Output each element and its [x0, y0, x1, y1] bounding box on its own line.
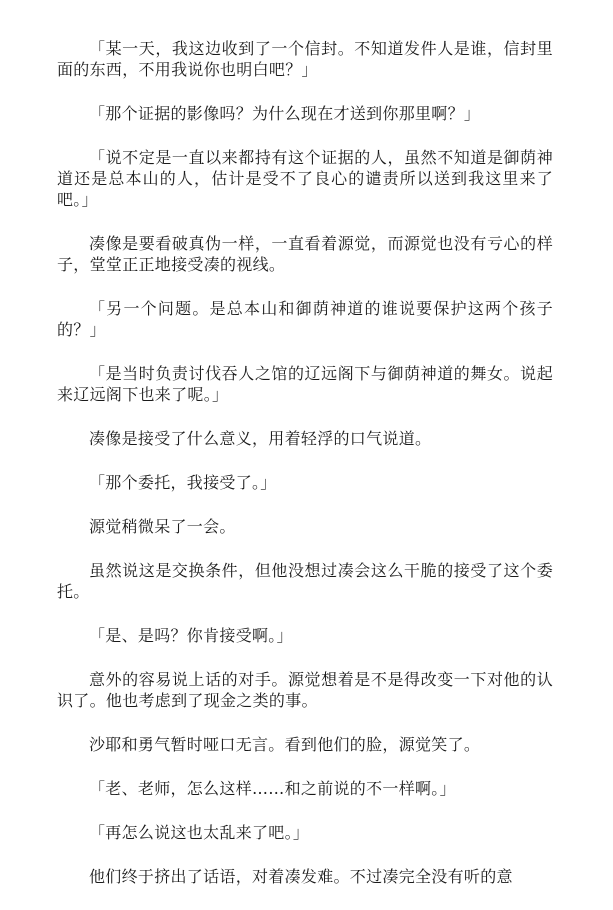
paragraph: 沙耶和勇气暂时哑口无言。看到他们的脸，源觉笑了。: [89, 735, 481, 754]
paragraph: 「是当时负责讨伐吞人之馆的辽远阁下与御荫神道的舞女。说起来辽远阁下也来了呢。」: [57, 364, 553, 404]
paragraph: 「那个委托，我接受了。」: [89, 473, 277, 492]
paragraph: 「是、是吗？你肯接受啊。」: [89, 626, 293, 645]
paragraph: 「那个证据的影像吗？为什么现在才送到你那里啊？」: [89, 104, 481, 123]
paragraph: 「另一个问题。是总本山和御荫神道的谁说要保护这两个孩子的？」: [57, 299, 553, 339]
paragraph: 凑像是接受了什么意义，用着轻浮的口气说道。: [89, 429, 432, 448]
paragraph: 「某一天，我这边收到了一个信封。不知道发件人是谁，信封里面的东西，不用我说你也明白吧？」: [57, 39, 553, 79]
paragraph: 他们终于挤出了话语，对着凑发难。不过凑完全没有听的意: [89, 867, 513, 886]
paragraph: 凑像是要看破真伪一样，一直看着源觉，而源觉也没有亏心的样子，堂堂正正地接受凑的视线。: [57, 234, 553, 274]
paragraph: 源觉稍微呆了一会。: [89, 517, 236, 536]
paragraph: 虽然说这是交换条件，但他没想过凑会这么干脆的接受了这个委托。: [57, 561, 553, 601]
paragraph: 「老、老师，怎么这样……和之前说的不一样啊。」: [89, 779, 456, 798]
paragraph: 「再怎么说这也太乱来了吧。」: [89, 823, 310, 842]
document-page: [57, 38, 553, 910]
paragraph: 「说不定是一直以来都持有这个证据的人，虽然不知道是御荫神道还是总本山的人，估计是受不了良心的谴责所以送到我这里来了吧。」: [57, 148, 553, 209]
paragraph: 意外的容易说上话的对手。源觉想着是不是得改变一下对他的认识了。他也考虑到了现金之类的事。: [57, 670, 553, 710]
